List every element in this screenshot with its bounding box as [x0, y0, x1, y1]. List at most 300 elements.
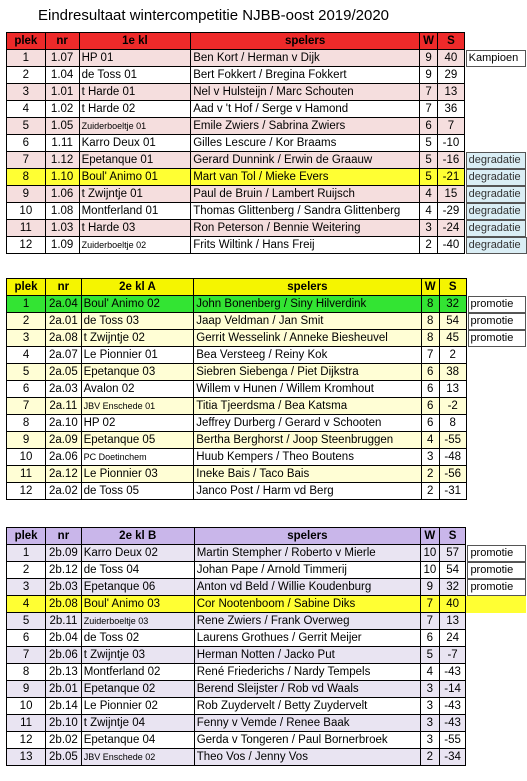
cell-nr: 2b.09	[46, 545, 82, 562]
cell-s: 15	[438, 186, 464, 203]
tag-cell	[464, 135, 526, 152]
table-row	[7, 732, 527, 749]
cell-plek: 1	[7, 545, 46, 562]
cell-team: Zuiderboeltje 01	[79, 118, 191, 135]
cell-plek: 1	[7, 50, 46, 67]
cell-s: -2	[439, 398, 466, 415]
table-row	[7, 562, 527, 579]
cell-plek: 9	[7, 432, 46, 449]
table-row	[7, 647, 527, 664]
cell-w: 2	[419, 237, 437, 254]
tag-cell	[466, 347, 526, 364]
tag-cell	[464, 220, 526, 237]
cell-team: Epetanque 02	[81, 681, 194, 698]
cell-nr: 1.01	[45, 84, 79, 101]
tag-cell	[464, 152, 526, 169]
cell-nr: 2b.02	[46, 732, 82, 749]
cell-plek: 4	[7, 596, 46, 613]
header-klasse: 1e kl	[79, 33, 191, 50]
cell-w: 7	[420, 613, 439, 630]
cell-w: 4	[419, 186, 437, 203]
tag-cell	[466, 613, 527, 630]
cell-spelers: Ron Peterson / Bennie Weitering	[191, 220, 420, 237]
table-row	[7, 67, 527, 84]
cell-nr: 1.03	[45, 220, 79, 237]
promotie-badge: promotie	[467, 562, 526, 579]
cell-plek: 10	[7, 449, 46, 466]
header-spacer	[466, 279, 526, 296]
tag-cell	[464, 203, 526, 220]
degradatie-badge: degradatie	[466, 203, 526, 220]
table-row	[7, 237, 527, 254]
table-row	[7, 118, 527, 135]
promotie-badge: promotie	[468, 330, 526, 347]
degradatie-badge: degradatie	[466, 152, 526, 169]
cell-team: Avalon 02	[81, 381, 194, 398]
cell-team: Boul' Animo 01	[79, 169, 191, 186]
cell-team: de Toss 03	[81, 313, 194, 330]
table-row	[7, 432, 527, 449]
cell-team: Le Pionnier 01	[81, 347, 194, 364]
cell-spelers: Huub Kempers / Theo Boutens	[194, 449, 421, 466]
cell-w: 6	[421, 398, 439, 415]
header-spelers: spelers	[191, 33, 420, 50]
cell-spelers: Martin Stempher / Roberto v Mierle	[194, 545, 420, 562]
table-row	[7, 749, 527, 766]
cell-w: 3	[420, 681, 439, 698]
cell-nr: 2b.03	[46, 579, 82, 596]
cell-team: de Toss 04	[81, 562, 194, 579]
header-klasse: 2e kl B	[81, 528, 194, 545]
cell-nr: 1.11	[45, 135, 79, 152]
tag-cell	[466, 596, 527, 613]
cell-nr: 2b.13	[46, 664, 82, 681]
cell-plek: 6	[7, 381, 46, 398]
cell-w: 5	[419, 169, 437, 186]
cell-s: 54	[439, 562, 466, 579]
cell-team: t Harde 03	[79, 220, 191, 237]
cell-nr: 2b.05	[46, 749, 82, 766]
cell-s: 32	[439, 579, 466, 596]
promotie-badge: promotie	[467, 579, 526, 596]
cell-plek: 10	[7, 203, 46, 220]
cell-spelers: Frits Wiltink / Hans Freij	[191, 237, 420, 254]
cell-team: Le Pionnier 02	[81, 698, 194, 715]
cell-s: 40	[438, 50, 464, 67]
cell-team: Epetanque 04	[81, 732, 194, 749]
cell-spelers: Laurens Grothues / Gerrit Meijer	[194, 630, 420, 647]
cell-w: 9	[419, 50, 437, 67]
tag-cell	[466, 545, 527, 562]
cell-spelers: Gilles Lescure / Kor Braams	[191, 135, 420, 152]
tag-cell	[464, 50, 526, 67]
cell-spelers: Jeffrey Durberg / Gerard v Schooten	[194, 415, 421, 432]
cell-w: 3	[421, 449, 439, 466]
tag-cell	[466, 466, 526, 483]
cell-s: -31	[439, 483, 466, 500]
cell-nr: 2a.06	[46, 449, 82, 466]
cell-s: -55	[439, 432, 466, 449]
cell-spelers: Rob Zuydervelt / Betty Zuydervelt	[194, 698, 420, 715]
tag-cell	[466, 364, 526, 381]
cell-spelers: Bert Fokkert / Bregina Fokkert	[191, 67, 420, 84]
cell-plek: 7	[7, 152, 46, 169]
tag-cell	[466, 681, 527, 698]
header-nr: nr	[46, 279, 82, 296]
cell-s: 8	[439, 415, 466, 432]
header-nr: nr	[45, 33, 79, 50]
cell-spelers: Emile Zwiers / Sabrina Zwiers	[191, 118, 420, 135]
promotie-badge: promotie	[467, 545, 526, 562]
cell-nr: 1.04	[45, 67, 79, 84]
tag-cell	[466, 330, 526, 347]
cell-s: 13	[439, 613, 466, 630]
table-row	[7, 681, 527, 698]
tag-cell	[466, 398, 526, 415]
cell-nr: 1.02	[45, 101, 79, 118]
cell-team: Karro Deux 01	[79, 135, 191, 152]
cell-spelers: Siebren Siebenga / Piet Dijkstra	[194, 364, 421, 381]
cell-plek: 6	[7, 135, 46, 152]
cell-nr: 1.08	[45, 203, 79, 220]
cell-w: 3	[420, 715, 439, 732]
cell-w: 10	[420, 562, 439, 579]
cell-s: -16	[438, 152, 464, 169]
cell-team: de Toss 01	[79, 67, 191, 84]
cell-w: 2	[420, 749, 439, 766]
cell-plek: 11	[7, 715, 46, 732]
tag-cell	[466, 715, 527, 732]
cell-team: PC Doetinchem	[81, 449, 194, 466]
cell-nr: 1.09	[45, 237, 79, 254]
cell-spelers: Bea Versteeg / Reiny Kok	[194, 347, 421, 364]
cell-s: -55	[439, 732, 466, 749]
cell-team: t Zwijntje 03	[81, 647, 194, 664]
table-header-row	[7, 33, 527, 50]
cell-team: Epetanque 03	[81, 364, 194, 381]
cell-w: 5	[420, 647, 439, 664]
cell-team: de Toss 05	[81, 483, 194, 500]
table-row	[7, 186, 527, 203]
cell-team: Montferland 02	[81, 664, 194, 681]
header-s: S	[438, 33, 464, 50]
table-header-row	[7, 279, 527, 296]
cell-w: 4	[421, 432, 439, 449]
cell-spelers: Janco Post / Harm vd Berg	[194, 483, 421, 500]
cell-w: 7	[419, 101, 437, 118]
tag-cell	[466, 579, 527, 596]
cell-team: Boul' Animo 03	[81, 596, 194, 613]
cell-plek: 8	[7, 664, 46, 681]
table-row	[7, 364, 527, 381]
table-row	[7, 664, 527, 681]
cell-nr: 1.12	[45, 152, 79, 169]
table-row	[7, 449, 527, 466]
cell-plek: 12	[7, 732, 46, 749]
tag-cell	[464, 186, 526, 203]
cell-team: Boul' Animo 02	[81, 296, 194, 313]
tag-cell	[466, 313, 526, 330]
cell-spelers: Paul de Bruin / Lambert Ruijsch	[191, 186, 420, 203]
table-row	[7, 296, 527, 313]
cell-w: 5	[419, 135, 437, 152]
tag-cell	[466, 296, 526, 313]
cell-nr: 2b.11	[46, 613, 82, 630]
table-row	[7, 330, 527, 347]
cell-team: Zuiderboeltje 03	[81, 613, 194, 630]
cell-s: -7	[439, 647, 466, 664]
table-row	[7, 313, 527, 330]
header-nr: nr	[46, 528, 82, 545]
cell-plek: 7	[7, 647, 46, 664]
cell-plek: 12	[7, 483, 46, 500]
header-w: W	[419, 33, 437, 50]
cell-plek: 11	[7, 220, 46, 237]
cell-plek: 2	[7, 313, 46, 330]
cell-w: 6	[421, 381, 439, 398]
cell-nr: 2b.08	[46, 596, 82, 613]
cell-s: -43	[439, 698, 466, 715]
tag-cell	[466, 630, 527, 647]
cell-spelers: Mart van Tol / Mieke Evers	[191, 169, 420, 186]
cell-s: 13	[438, 84, 464, 101]
cell-plek: 7	[7, 398, 46, 415]
cell-w: 6	[421, 364, 439, 381]
cell-nr: 2a.09	[46, 432, 82, 449]
cell-s: 40	[439, 596, 466, 613]
cell-team: t Zwijntje 04	[81, 715, 194, 732]
table-row	[7, 545, 527, 562]
cell-w: 7	[421, 347, 439, 364]
header-plek: plek	[7, 279, 46, 296]
tag-cell	[466, 698, 527, 715]
table-row	[7, 220, 527, 237]
table-row	[7, 347, 527, 364]
table-row	[7, 101, 527, 118]
kampioen-badge: Kampioen	[466, 50, 526, 67]
cell-spelers: Anton vd Beld / Willie Koudenburg	[194, 579, 420, 596]
cell-team: HP 01	[79, 50, 191, 67]
cell-plek: 1	[7, 296, 46, 313]
cell-plek: 2	[7, 67, 46, 84]
cell-spelers: John Bonenberg / Siny Hilverdink	[194, 296, 421, 313]
cell-w: 10	[420, 545, 439, 562]
cell-spelers: Jaap Veldman / Jan Smit	[194, 313, 421, 330]
tag-cell	[464, 101, 526, 118]
cell-spelers: Willem v Hunen / Willem Kromhout	[194, 381, 421, 398]
cell-s: -40	[438, 237, 464, 254]
cell-nr: 2b.14	[46, 698, 82, 715]
cell-plek: 13	[7, 749, 46, 766]
cell-s: 36	[438, 101, 464, 118]
table-row	[7, 483, 527, 500]
cell-w: 9	[420, 579, 439, 596]
header-plek: plek	[7, 528, 46, 545]
tag-cell	[466, 449, 526, 466]
cell-w: 4	[419, 203, 437, 220]
cell-plek: 11	[7, 466, 46, 483]
cell-s: 24	[439, 630, 466, 647]
tag-cell	[464, 67, 526, 84]
table-row	[7, 152, 527, 169]
table-2e-klasse-b	[6, 527, 527, 766]
header-spelers: spelers	[194, 279, 421, 296]
cell-s: -24	[438, 220, 464, 237]
cell-plek: 5	[7, 364, 46, 381]
cell-team: Karro Deux 02	[81, 545, 194, 562]
cell-w: 3	[419, 220, 437, 237]
table-row	[7, 398, 527, 415]
table-header-row	[7, 528, 527, 545]
table-row	[7, 84, 527, 101]
cell-plek: 12	[7, 237, 46, 254]
cell-plek: 4	[7, 347, 46, 364]
cell-team: Epetanque 05	[81, 432, 194, 449]
cell-w: 6	[419, 118, 437, 135]
promotie-badge: promotie	[468, 313, 526, 330]
cell-plek: 10	[7, 698, 46, 715]
cell-s: 38	[439, 364, 466, 381]
cell-plek: 8	[7, 415, 46, 432]
tag-cell	[466, 562, 527, 579]
cell-team: t Harde 02	[79, 101, 191, 118]
cell-spelers: Titia Tjeerdsma / Bea Katsma	[194, 398, 421, 415]
header-s: S	[439, 279, 466, 296]
cell-nr: 2b.01	[46, 681, 82, 698]
cell-nr: 2a.01	[46, 313, 82, 330]
cell-nr: 2a.05	[46, 364, 82, 381]
cell-s: -14	[439, 681, 466, 698]
cell-plek: 8	[7, 169, 46, 186]
cell-nr: 1.10	[45, 169, 79, 186]
table-row	[7, 169, 527, 186]
cell-nr: 2a.12	[46, 466, 82, 483]
header-spacer	[466, 528, 527, 545]
cell-team: t Zwijntje 01	[79, 186, 191, 203]
tag-cell	[466, 432, 526, 449]
cell-w: 8	[421, 313, 439, 330]
cell-spelers: Aad v 't Hof / Serge v Hamond	[191, 101, 420, 118]
cell-plek: 9	[7, 186, 46, 203]
cell-nr: 2a.11	[46, 398, 82, 415]
table-row	[7, 596, 527, 613]
promotie-badge: promotie	[468, 296, 526, 313]
cell-spelers: Rene Zwiers / Frank Overweg	[194, 613, 420, 630]
cell-s: 13	[439, 381, 466, 398]
cell-spelers: Gerard Dunnink / Erwin de Graauw	[191, 152, 420, 169]
degradatie-badge: degradatie	[466, 237, 527, 254]
cell-nr: 1.05	[45, 118, 79, 135]
tag-cell	[464, 84, 526, 101]
table-row	[7, 381, 527, 398]
cell-s: -21	[438, 169, 464, 186]
cell-s: 7	[438, 118, 464, 135]
cell-plek: 4	[7, 101, 46, 118]
tag-cell	[466, 732, 527, 749]
cell-nr: 2b.10	[46, 715, 82, 732]
cell-team: Epetanque 01	[79, 152, 191, 169]
header-s: S	[439, 528, 466, 545]
cell-plek: 5	[7, 118, 46, 135]
cell-s: -34	[439, 749, 466, 766]
tag-cell	[464, 237, 526, 254]
header-spacer	[464, 33, 526, 50]
cell-s: 2	[439, 347, 466, 364]
degradatie-badge: degradatie	[466, 186, 526, 203]
tag-cell	[466, 664, 527, 681]
cell-spelers: Theo Vos / Jenny Vos	[194, 749, 420, 766]
header-spelers: spelers	[194, 528, 420, 545]
table-row	[7, 613, 527, 630]
cell-spelers: Ben Kort / Herman v Dijk	[191, 50, 420, 67]
cell-spelers: Gerda v Tongeren / Paul Bornerbroek	[194, 732, 420, 749]
cell-nr: 2b.06	[46, 647, 82, 664]
tag-cell	[466, 415, 526, 432]
table-row	[7, 50, 527, 67]
cell-team: t Zwijntje 02	[81, 330, 194, 347]
table-row	[7, 135, 527, 152]
cell-w: 4	[420, 664, 439, 681]
cell-w: 8	[421, 330, 439, 347]
cell-team: Zuiderboeltje 02	[79, 237, 191, 254]
cell-w: 3	[420, 732, 439, 749]
cell-s: -48	[439, 449, 466, 466]
cell-s: 45	[439, 330, 466, 347]
table-row	[7, 630, 527, 647]
cell-spelers: Johan Pape / Arnold Timmerij	[194, 562, 420, 579]
tag-cell	[466, 483, 526, 500]
cell-nr: 2b.12	[46, 562, 82, 579]
tag-cell	[464, 118, 526, 135]
header-plek: plek	[7, 33, 46, 50]
header-klasse: 2e kl A	[81, 279, 194, 296]
header-w: W	[420, 528, 439, 545]
tag-cell	[464, 169, 526, 186]
cell-w: 2	[421, 466, 439, 483]
cell-spelers: Fenny v Vemde / Renee Baak	[194, 715, 420, 732]
cell-nr: 2a.08	[46, 330, 82, 347]
cell-plek: 3	[7, 330, 46, 347]
tag-cell	[466, 381, 526, 398]
cell-nr: 2b.04	[46, 630, 82, 647]
cell-s: 54	[439, 313, 466, 330]
cell-w: 7	[420, 596, 439, 613]
tag-cell	[466, 647, 527, 664]
cell-spelers: Thomas Glittenberg / Sandra Glittenberg	[191, 203, 420, 220]
cell-spelers: Berend Sleijster / Rob vd Waals	[194, 681, 420, 698]
cell-w: 6	[421, 415, 439, 432]
header-w: W	[421, 279, 439, 296]
table-row	[7, 715, 527, 732]
cell-plek: 5	[7, 613, 46, 630]
cell-plek: 9	[7, 681, 46, 698]
cell-team: JBV Enschede 01	[81, 398, 194, 415]
cell-w: 7	[419, 84, 437, 101]
cell-spelers: Ineke Bais / Taco Bais	[194, 466, 421, 483]
cell-spelers: Herman Notten / Jacko Put	[194, 647, 420, 664]
table-2e-klasse-a	[6, 278, 527, 500]
cell-s: -56	[439, 466, 466, 483]
cell-s: -10	[438, 135, 464, 152]
table-row	[7, 698, 527, 715]
cell-team: Le Pionnier 03	[81, 466, 194, 483]
cell-team: Epetanque 06	[81, 579, 194, 596]
cell-nr: 2a.04	[46, 296, 82, 313]
cell-team: JBV Enschede 02	[81, 749, 194, 766]
cell-spelers: Nel v Hulsteijn / Marc Schouten	[191, 84, 420, 101]
cell-spelers: Gerrit Wesselink / Anneke Biesheuvel	[194, 330, 421, 347]
table-row	[7, 203, 527, 220]
